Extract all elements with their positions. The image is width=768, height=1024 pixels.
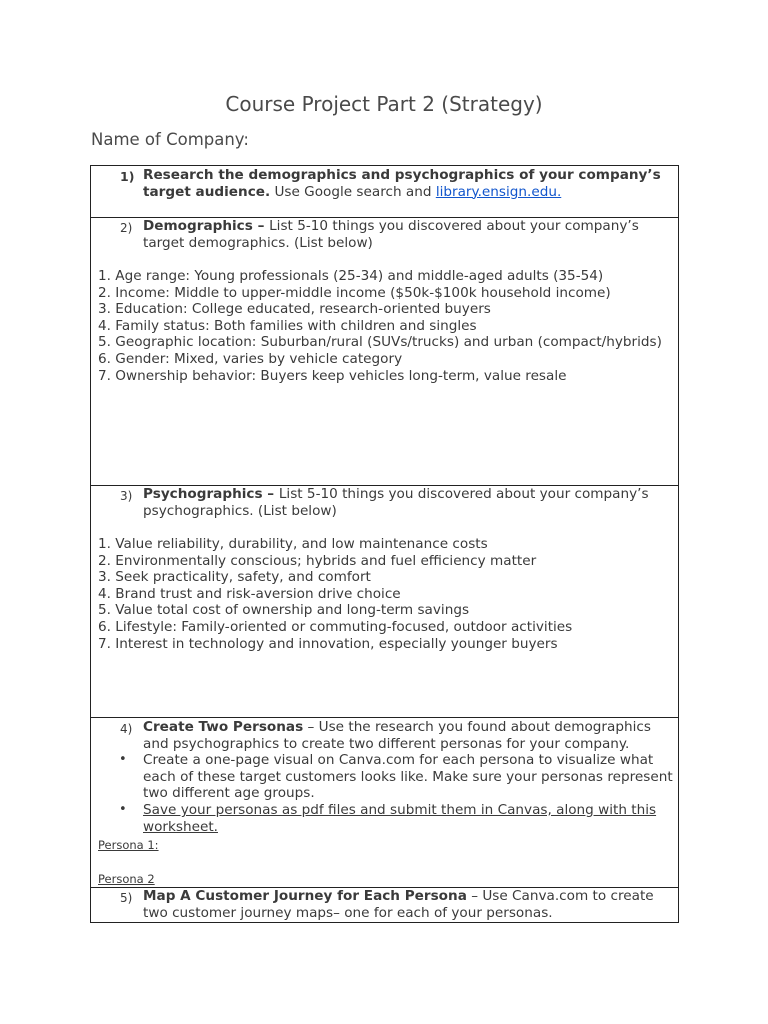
demographics-list bbox=[98, 268, 678, 384]
section-5-number: 5) bbox=[120, 891, 133, 905]
section-5-text bbox=[143, 888, 673, 921]
section-3-number: 3) bbox=[120, 489, 133, 503]
section-4-cell bbox=[91, 718, 678, 888]
list-item: 1. Value reliability, durability, and low maintenance costs bbox=[98, 536, 488, 552]
list-item: 3. Education: College educated, research-oriented buyers bbox=[98, 301, 491, 318]
section-3-instruction: List 5-10 things you discovered about your company’s psychographics. (List below) bbox=[143, 486, 649, 519]
section-1-instruction: Use Google search and bbox=[270, 183, 436, 200]
list-item bbox=[119, 801, 673, 835]
section-4-number: 4) bbox=[120, 722, 133, 736]
list-item: 5. Value total cost of ownership and long-term savings bbox=[98, 602, 470, 619]
section-5-instruction: – Use Canva.com to create two customer journey maps– one for each of your personas. bbox=[143, 888, 654, 921]
page-title: Course Project Part 2 (Strategy) bbox=[225, 92, 543, 116]
list-item: 7. Ownership behavior: Buyers keep vehicles long-term, value resale bbox=[98, 367, 567, 384]
section-5-heading: Map A Customer Journey for Each Persona bbox=[143, 888, 467, 904]
section-2-heading: Demographics – bbox=[143, 218, 270, 234]
list-item bbox=[119, 752, 673, 802]
section-1-number: 1) bbox=[120, 169, 135, 184]
section-2-instruction: List 5-10 things you discovered about your company’s target demographics. (List below) bbox=[143, 218, 639, 251]
section-3-cell bbox=[91, 486, 678, 718]
section-1-heading: Research the demographics and psychographics of your company’s target audience. bbox=[143, 167, 661, 200]
library-link[interactable]: library.ensign.edu. bbox=[435, 183, 562, 200]
list-item: 4. Family status: Both families with children and singles bbox=[98, 317, 477, 334]
list-item: 3. Seek practicality, safety, and comfort bbox=[98, 569, 371, 586]
section-4-heading: Create Two Personas bbox=[143, 719, 304, 735]
persona-bullet-2: Save your personas as pdf files and submit them in Canvas, along with this worksheet. bbox=[143, 801, 657, 835]
list-item: 6. Lifestyle: Family-oriented or commuting-focused, outdoor activities bbox=[98, 618, 573, 635]
list-item: 2. Income: Middle to upper-middle income ($50k-$100k household income) bbox=[98, 284, 611, 301]
psychographics-list bbox=[98, 536, 678, 652]
section-3-heading: Psychographics – bbox=[143, 486, 279, 502]
list-item: 5. Geographic location: Suburban/rural (SUVs/trucks) and urban (compact/hybrids) bbox=[98, 334, 662, 351]
persona-bullet-1: Create a one-page visual on Canva.com for each persona to visualize what each of these target customers looks like. Make sure your personas represent two different age groups. bbox=[143, 752, 673, 802]
section-2-cell bbox=[91, 218, 678, 486]
persona-1-label: Persona 1: bbox=[98, 838, 159, 852]
list-item: 1. Age range: Young professionals (25-34) and middle-aged adults (35-54) bbox=[98, 268, 604, 284]
list-item: 2. Environmentally conscious; hybrids and fuel efficiency matter bbox=[98, 552, 537, 569]
section-1-text bbox=[143, 167, 673, 200]
list-item: 4. Brand trust and risk-aversion drive choice bbox=[98, 585, 401, 602]
section-1-cell bbox=[91, 166, 678, 218]
bullet-icon: • bbox=[119, 752, 127, 768]
persona-2-label: Persona 2 bbox=[98, 872, 155, 886]
list-item: 6. Gender: Mixed, varies by vehicle category bbox=[98, 350, 403, 367]
section-5-cell bbox=[91, 888, 678, 922]
company-name-label: Name of Company: bbox=[91, 130, 249, 149]
worksheet-table bbox=[90, 165, 679, 923]
section-2-text bbox=[143, 218, 673, 251]
section-2-number: 2) bbox=[120, 221, 133, 235]
section-4-text bbox=[119, 719, 673, 835]
section-3-text bbox=[143, 486, 673, 519]
bullet-icon: • bbox=[119, 801, 127, 817]
section-4-instruction: – Use the research you found about demographics and psychographics to create two different personas for your company. bbox=[143, 719, 651, 752]
list-item: 7. Interest in technology and innovation, especially younger buyers bbox=[98, 635, 558, 652]
